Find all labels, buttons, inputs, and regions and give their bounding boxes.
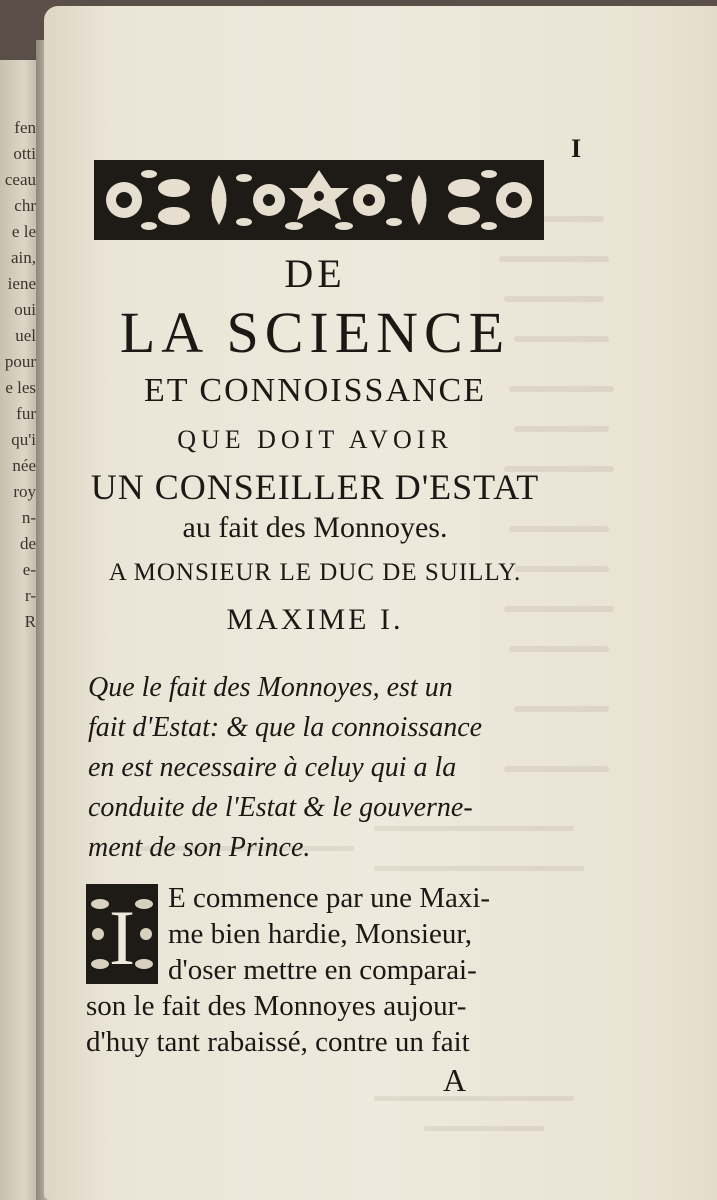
title-line-conseiller: UN CONSEILLER D'ESTAT — [90, 467, 540, 507]
page-number: I — [571, 134, 582, 163]
title-line-que-doit-avoir: QUE DOIT AVOIR — [177, 425, 453, 454]
body-line: son le fait des Monnoyes aujour- — [86, 990, 467, 1022]
maxim-line: conduite de l'Estat & le gouverne- — [88, 792, 473, 823]
left-page-fragment: iene — [7, 274, 36, 293]
floral-headpiece-ornament — [94, 160, 544, 240]
left-page-fragment: chr — [14, 196, 36, 215]
title-line-la-science: LA SCIENCE — [119, 300, 511, 365]
left-page-fragment: pour — [4, 352, 36, 371]
left-page-fragment: r- — [25, 586, 36, 605]
dedication: A MONSIEUR LE DUC DE SUILLY. — [108, 559, 522, 586]
body-line: me bien hardie, Monsieur, — [168, 918, 473, 950]
title-line-et-connoissance: ET CONNOISSANCE — [143, 372, 486, 409]
maxim-line: fait d'Estat: & que la connoissance — [88, 712, 483, 743]
body-paragraph — [86, 880, 546, 1060]
maxim-line: en est necessaire à celuy qui a la — [88, 752, 457, 783]
left-page-fragment: otti — [13, 144, 36, 163]
left-page-fragment: R — [24, 612, 36, 631]
left-page-fragment: e les — [5, 378, 36, 397]
left-page-fragment: fen — [14, 118, 36, 137]
body-line: d'oser mettre en comparai- — [168, 954, 477, 986]
body-line: E commence par une Maxi- — [168, 882, 491, 914]
left-page-fragment: oui — [14, 300, 36, 319]
title-block — [70, 250, 560, 640]
left-page-fragment: ceau — [4, 170, 36, 189]
left-page-fragment: fur — [16, 404, 36, 423]
maxim-heading: MAXIME I. — [226, 603, 404, 636]
left-page-fragment: ain, — [10, 248, 36, 267]
left-page-fragment: de — [19, 534, 36, 553]
title-line-monnoyes: au fait des Monnoyes. — [182, 511, 448, 544]
left-page-fragment: née — [12, 456, 36, 475]
maxim-text — [88, 668, 548, 868]
left-page-fragment: qu'i — [11, 430, 36, 449]
title-line-de: DE — [284, 251, 346, 296]
dropcap-letter: I — [109, 894, 135, 981]
left-page-fragment: uel — [15, 326, 36, 345]
left-page-fragment: e le — [11, 222, 36, 241]
signature-mark: A — [443, 1062, 467, 1098]
left-page-edge — [0, 60, 40, 1200]
left-page-fragment: roy — [13, 482, 36, 501]
left-page-fragment: n- — [21, 508, 36, 527]
maxim-line: Que le fait des Monnoyes, est un — [88, 672, 453, 703]
body-line: d'huy tant rabaissé, contre un fait — [86, 1026, 470, 1058]
left-page-fragment: e- — [22, 560, 36, 579]
maxim-line: ment de son Prince. — [88, 832, 311, 863]
